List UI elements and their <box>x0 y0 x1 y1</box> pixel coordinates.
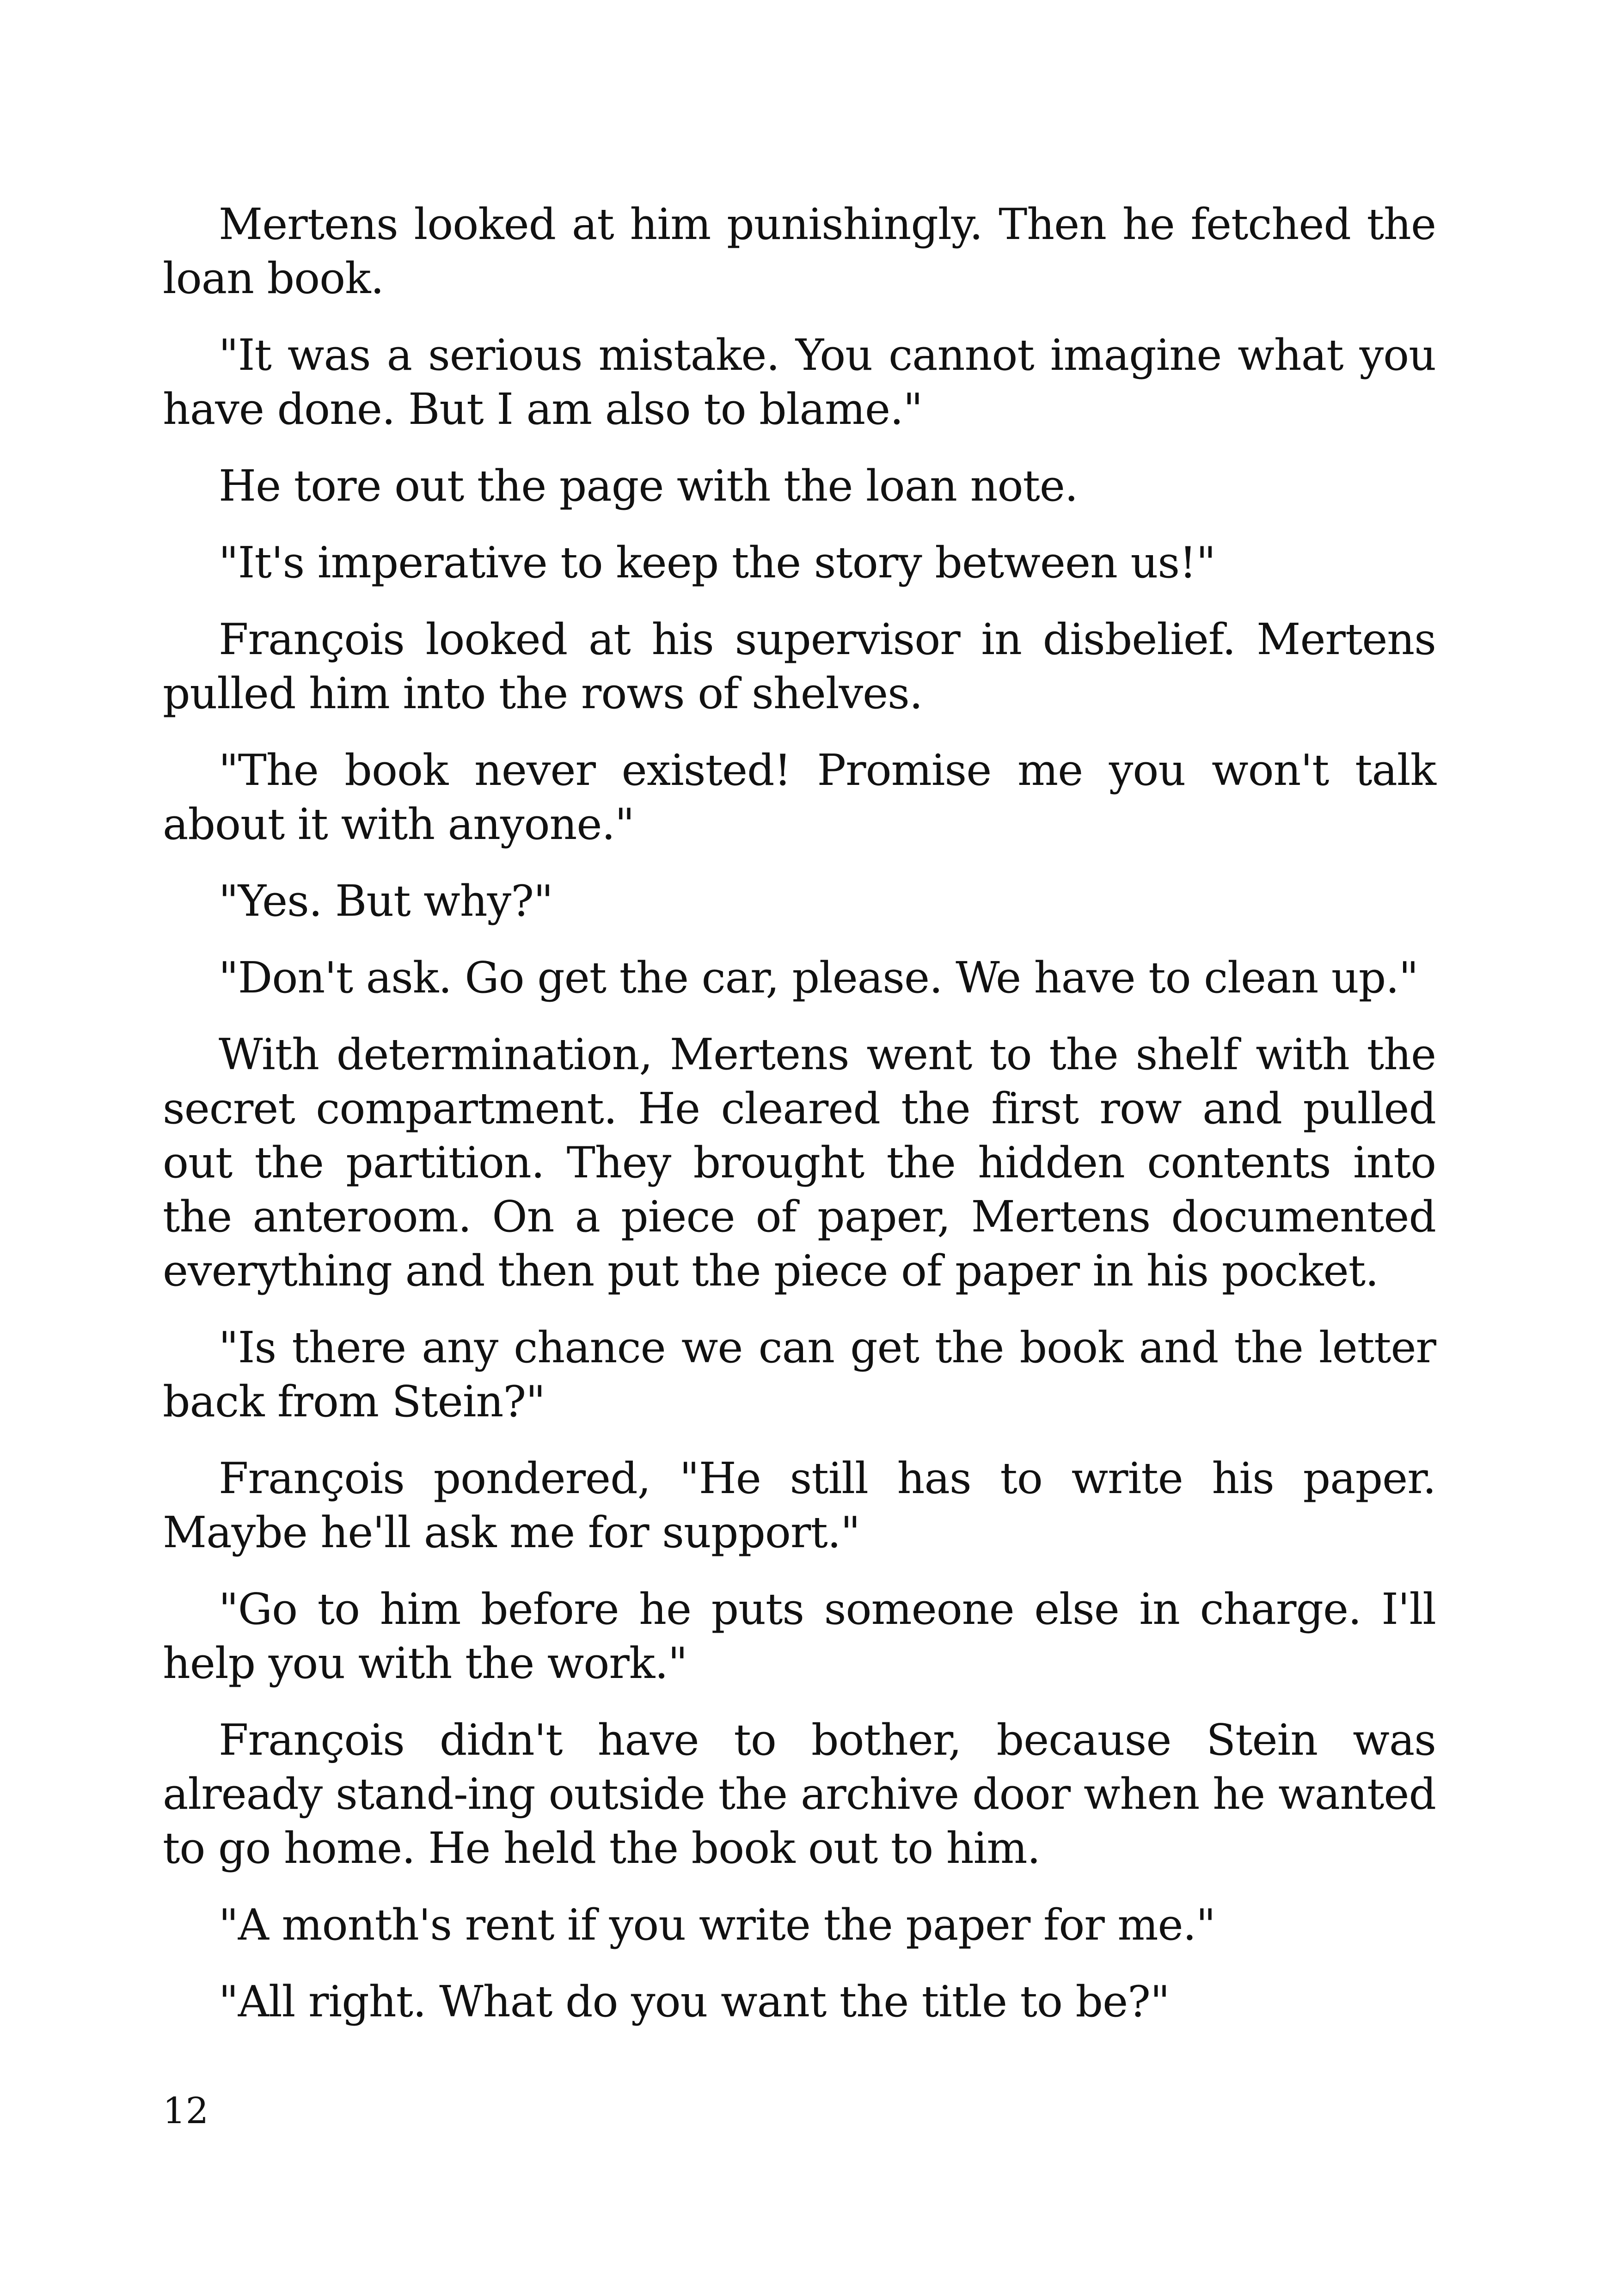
paragraph: Mertens looked at him punishingly. Then he fetched the loan book. <box>163 199 1436 303</box>
paragraph: François looked at his supervisor in disbelief. Mertens pulled him into the rows of shelves. <box>163 614 1436 718</box>
paragraph: He tore out the page with the loan note. <box>219 461 1078 511</box>
paragraph: "It's imperative to keep the story between us!" <box>219 538 1216 588</box>
paragraph: François pondered, "He still has to write his paper. Maybe he'll ask me for support." <box>163 1453 1436 1557</box>
paragraph: "It was a serious mistake. You cannot imagine what you have done. But I am also to blame." <box>163 330 1436 434</box>
paragraph: "Yes. But why?" <box>219 876 553 926</box>
page-number: 12 <box>163 2090 209 2132</box>
paragraph: "Don't ask. Go get the car, please. We have to clean up." <box>219 953 1418 1003</box>
paragraph: "Go to him before he puts someone else in charge. I'll help you with the work." <box>163 1584 1436 1688</box>
body-text <box>163 197 1436 2051</box>
paragraph: "All right. What do you want the title to be?" <box>219 1977 1170 2027</box>
paragraph: "Is there any chance we can get the book and the letter back from Stein?" <box>163 1322 1436 1427</box>
paragraph: François didn't have to bother, because Stein was already stand-ing outside the archive door when he wanted to go home. He held the book out to him. <box>163 1715 1436 1873</box>
paragraph: "A month's rent if you write the paper for me." <box>219 1900 1215 1950</box>
paragraph: With determination, Mertens went to the shelf with the secret compartment. He cleared the first row and pulled out the partition. They brought the hidden contents into the anteroom. On a piece of paper, Mertens documented everything and then put the piece of paper in his pocket. <box>163 1029 1436 1296</box>
paragraph: "The book never existed! Promise me you won't talk about it with anyone." <box>163 745 1436 849</box>
